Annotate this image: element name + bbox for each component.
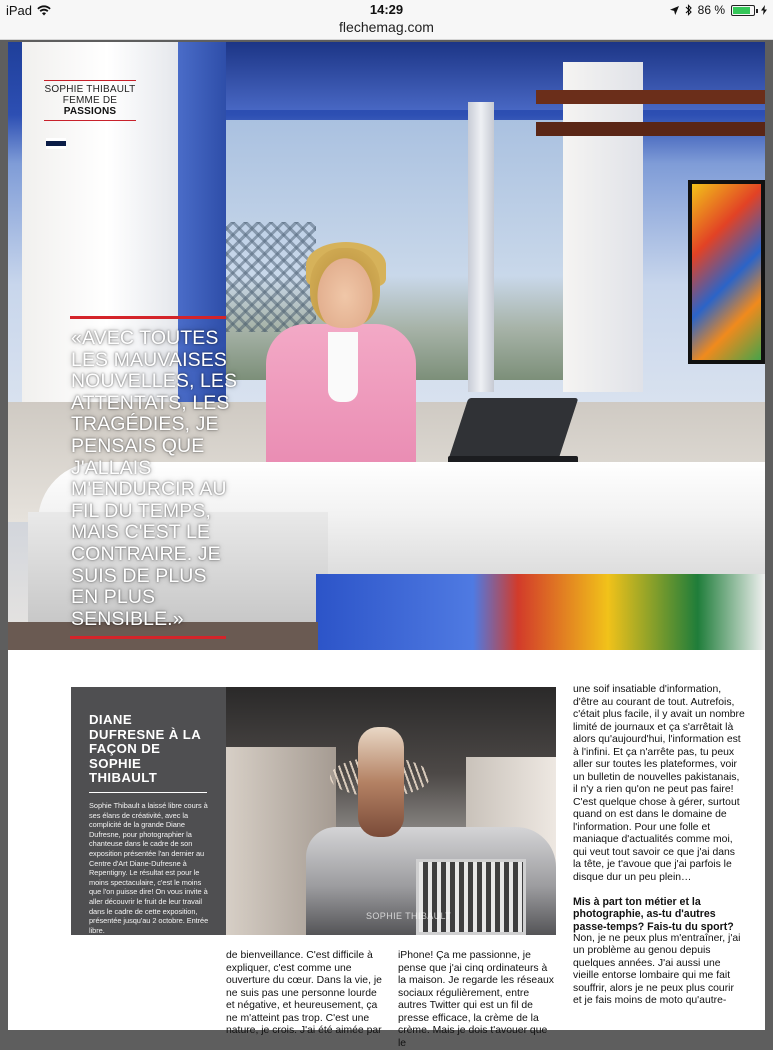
charging-bolt-icon bbox=[761, 5, 767, 15]
hero-photo bbox=[8, 42, 765, 650]
logo-line-1: SOPHIE THIBAULT bbox=[44, 84, 136, 95]
status-bar bbox=[0, 0, 773, 40]
article-paragraph: une soif insatiable d'information, d'être au courant de tout. Autrefois, c'était plus facile, il y avait un nombre limité de journaux et ça s'arrêtait là alors qu'aujourd'hui, l'information est à l'infini. Et ça n'arrête pas, tu peux aller sur toutes les plateformes, voir un bulletin de nouvelles pakistanais, il n'y a rien qu'on ne peut pas faire! C'est quelque chose à gérer, surtout quand on est dans le domaine de l'information. Pour une folle et maniaque d'actualités comme moi, qui veut tout savoir ce que j'ai dans la tête, je t'avoue que j'ai parfois le disque dur un peu plein… bbox=[573, 684, 745, 883]
car-grille bbox=[416, 859, 526, 935]
logo-line-2: FEMME DE bbox=[62, 95, 118, 106]
sidebar-body: Sophie Thibault a laissé libre cours à ses élans de créativité, avec la complicité de la grande Diane Dufresne, pour photographier la chanteuse dans le cadre de son exposition présentée l'an dernier au Centre d'Art Diane-Dufresne à Repentigny. Le résultat est pour le moins spectaculaire, c'est le moins que l'on puisse dire! On vous invite à aller découvrir le fruit de leur travail dans le cadre de cette exposition, présentée jusqu'au 2 octobre. Entrée libre. bbox=[89, 800, 209, 935]
quote-rule-bottom bbox=[70, 636, 226, 639]
clock: 14:29 bbox=[369, 2, 404, 17]
sidebar-rule bbox=[89, 792, 207, 793]
interview-question: Mis à part ton métier et la photographie, as-tu d'autres passe-temps? Fais-tu du sport? bbox=[573, 896, 734, 933]
laptop bbox=[448, 398, 579, 462]
wood-shelf bbox=[536, 122, 765, 136]
photo-credit: SOPHIE THIBAULT bbox=[366, 911, 452, 921]
section-logo bbox=[44, 80, 136, 121]
exhibition-photo bbox=[226, 687, 556, 935]
logo-text bbox=[44, 81, 136, 120]
location-arrow-icon bbox=[670, 6, 679, 15]
bridge-in-window bbox=[226, 222, 316, 332]
address-bar-url[interactable]: flechemag.com bbox=[339, 19, 434, 35]
wood-shelf bbox=[536, 90, 765, 104]
article-column-a: de bienveillance. C'est difficile à expliquer, c'est comme une ouverture du cœur. Dans la vie, je ne suis pas une personne lourde et négative, et heureusement, ça ne m'atteint pas trop. C'est une nature, je crois. J'ai été aimée par bbox=[226, 950, 382, 1036]
studio-screen bbox=[688, 180, 765, 364]
tva-logo-icon bbox=[46, 138, 66, 149]
article-column-right bbox=[573, 684, 745, 1008]
magazine-page bbox=[8, 42, 765, 1049]
logo-line-3: PASSIONS bbox=[63, 106, 117, 117]
battery-icon bbox=[731, 5, 755, 16]
article-column-b: iPhone! Ça me passionne, je pense que j'ai cinq ordinateurs à la maison. Je regarde les réseaux sociaux régulièrement, entre autres Twitter qui est un fil de presse efficace, la crème de la crème. Mais je dois t'avouer que le bbox=[398, 950, 554, 1049]
device-label: iPad bbox=[6, 3, 33, 18]
costumed-figure bbox=[358, 727, 404, 837]
desk-graphic-panel bbox=[316, 574, 765, 650]
window-mullion bbox=[468, 102, 494, 392]
battery-level bbox=[733, 7, 750, 14]
sidebar-title: DIANE DUFRESNE À LA FAÇON DE SOPHIE THIBAULT bbox=[89, 712, 201, 786]
interview-answer: Non, je ne peux plus m'entraîner, j'ai un problème au genou depuis quelques années. J'ai aussi une vieille entorse lombaire qui me fait souffrir, alors je ne peux plus courir et je fais moins de moto qu'autre- bbox=[573, 932, 741, 1007]
news-anchor-face bbox=[310, 248, 380, 328]
battery-percent: 86 % bbox=[697, 3, 725, 17]
news-anchor-shirt bbox=[328, 332, 358, 402]
sidebar-box bbox=[71, 687, 226, 935]
status-right bbox=[670, 3, 767, 17]
studio-pillar-right bbox=[563, 62, 643, 392]
bluetooth-icon bbox=[685, 4, 692, 16]
pull-quote-text: «AVEC TOUTES LES MAUVAISES NOUVELLES, LES ATTENTATS, LES TRAGÉDIES, JE PENSAIS QUE J'ALLAIS M'ENDURCIR AU FIL DU TEMPS, MAIS C'EST LE CONTRAIRE. JE SUIS DE PLUS EN PLUS SENSIBLE.» bbox=[71, 327, 238, 630]
pull-quote bbox=[70, 316, 238, 639]
logo-rule bbox=[44, 120, 136, 121]
